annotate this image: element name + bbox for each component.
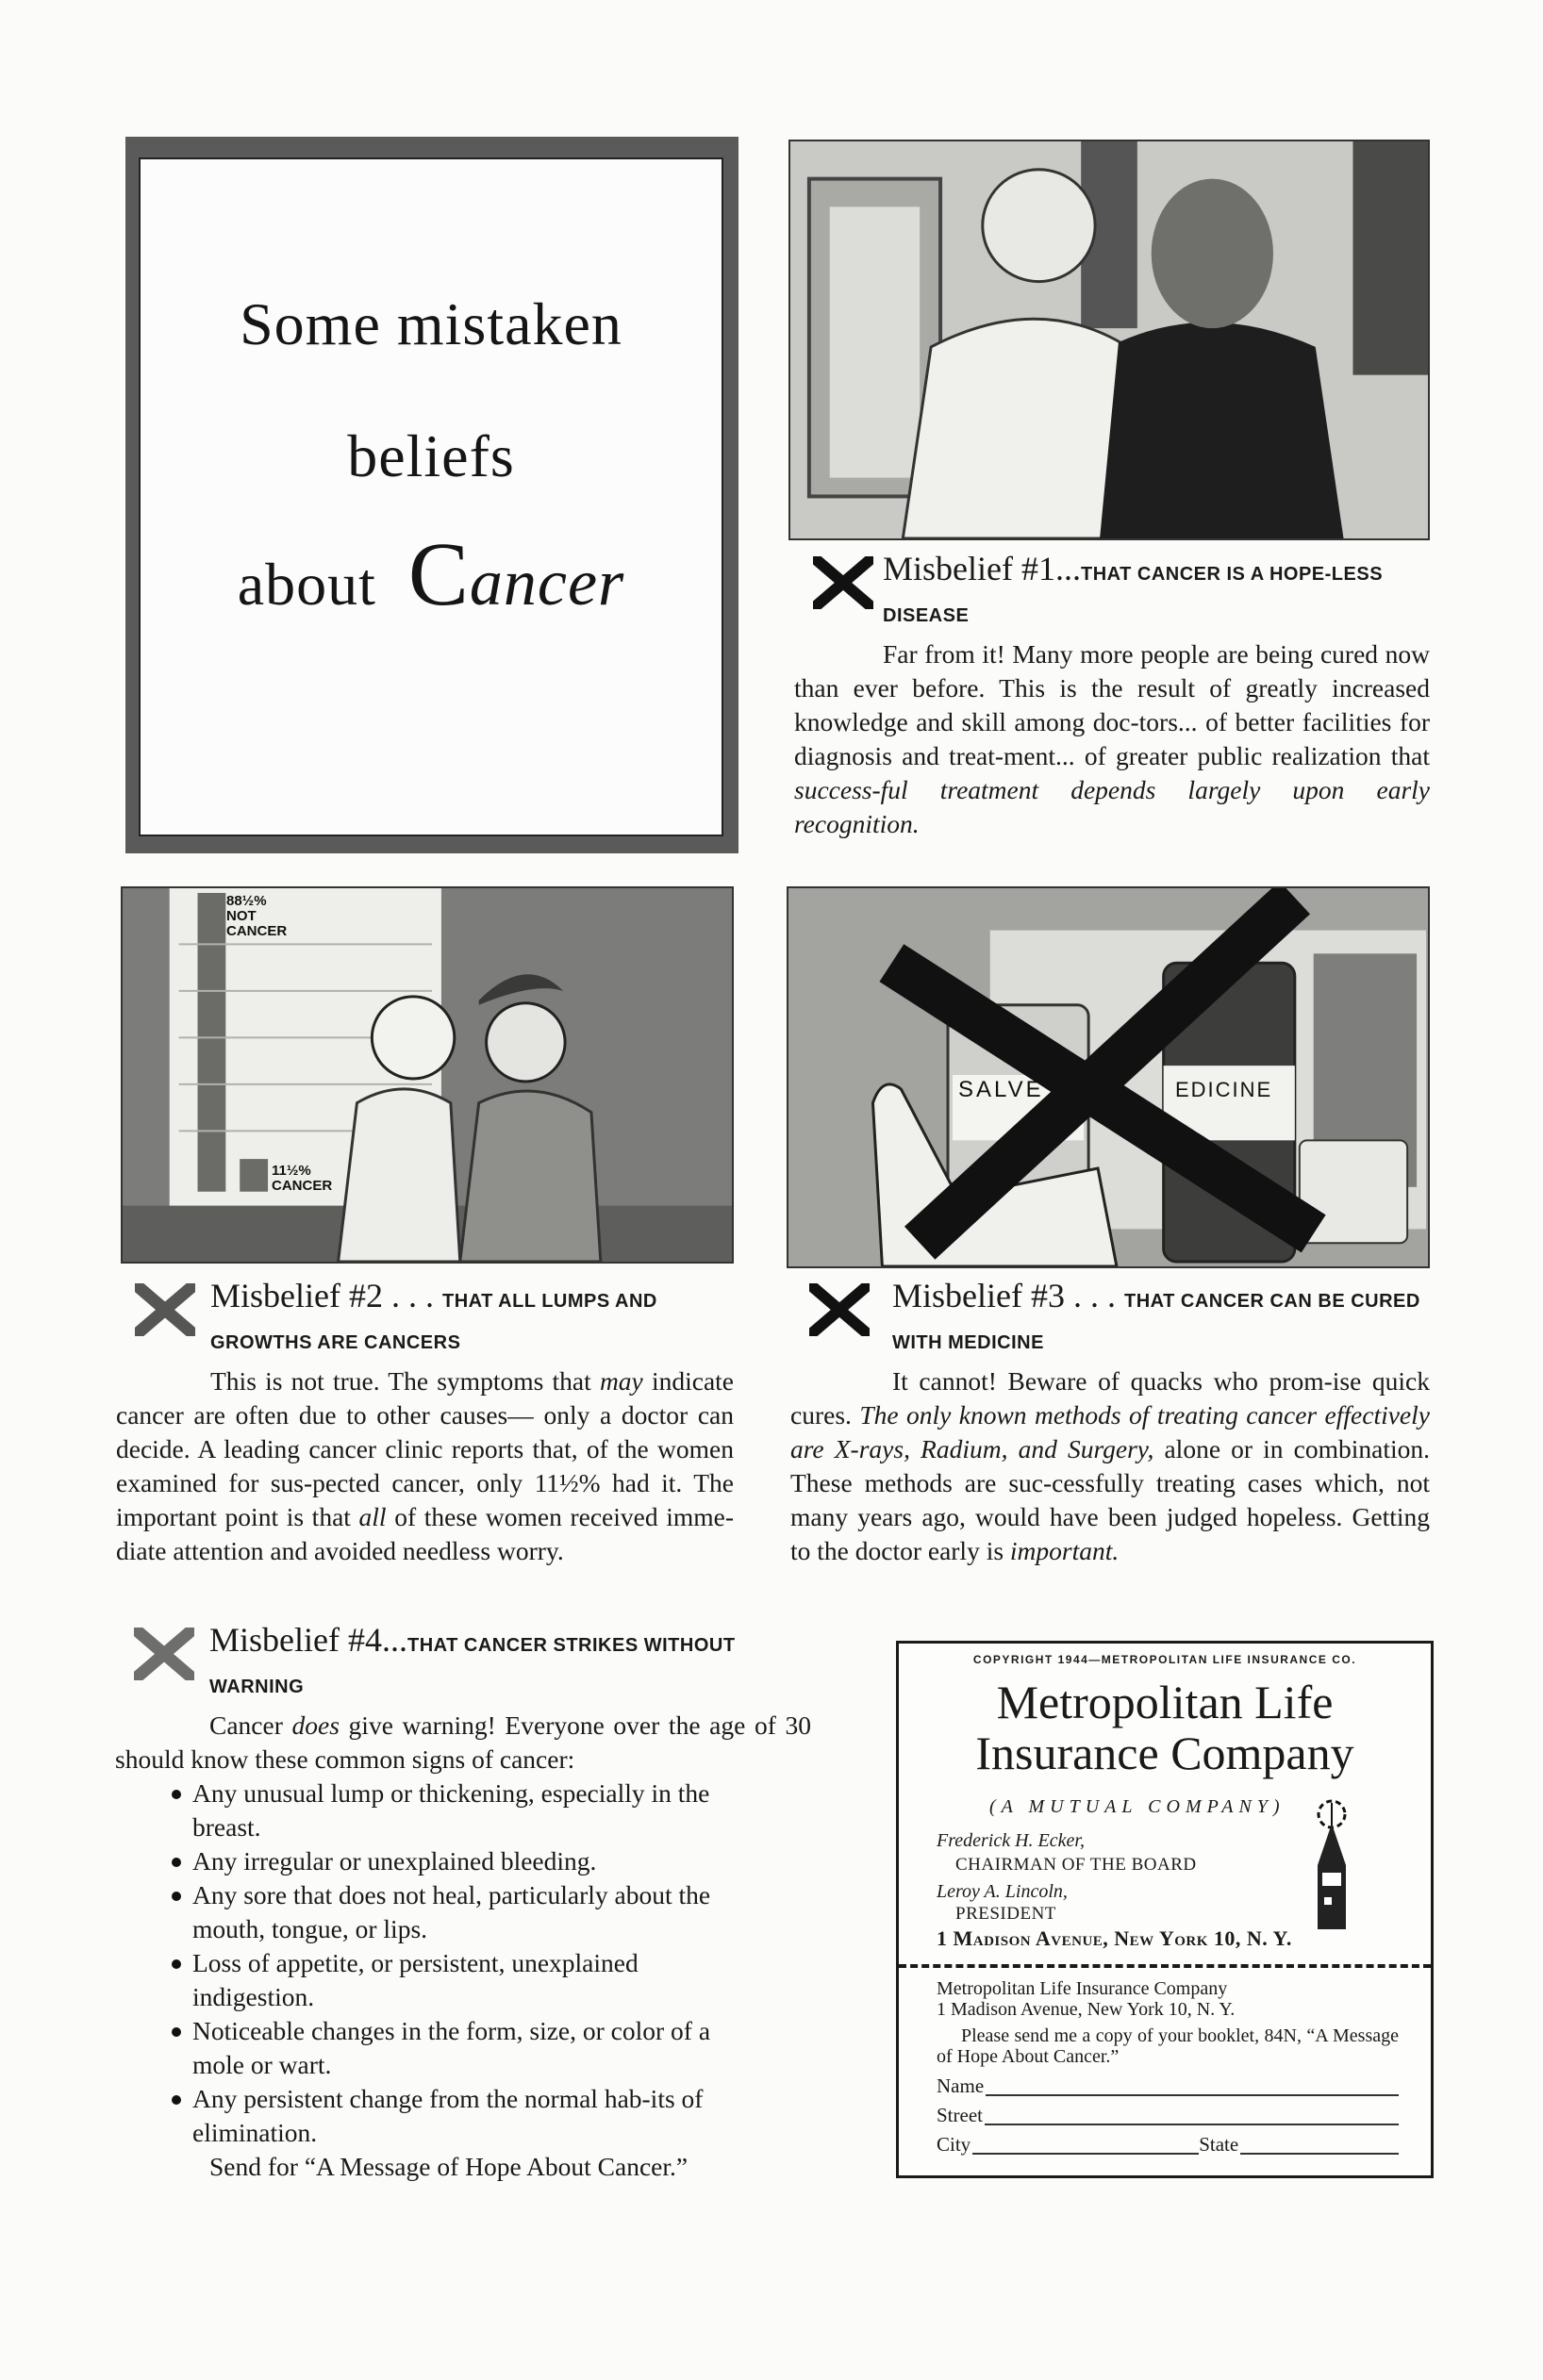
warning-sign-item: Any persistent change from the normal hab-its of elimination. (172, 2082, 756, 2150)
name-field[interactable] (937, 2075, 1399, 2096)
coupon-address: 1 Madison Avenue, New York 10, N. Y. (937, 1999, 1236, 2020)
warning-signs-list (172, 1777, 756, 2150)
state-input-line[interactable] (1240, 2138, 1399, 2155)
body-text: It cannot! Beware of quacks who prom-ise quick cures. (790, 1366, 1430, 1430)
title-frame (125, 137, 738, 853)
misbelief-2-number: Misbelief #2 (210, 1277, 383, 1314)
president-name: Leroy A. Lincoln, (937, 1881, 1068, 1902)
ellipsis: . . . (1064, 1277, 1116, 1314)
title-cancer-rest: ancer (469, 547, 625, 620)
warning-sign-item: Any unusual lump or thickening, especially in the breast. (172, 1777, 756, 1844)
company-name-line-1: Metropolitan Life (996, 1676, 1334, 1728)
company-box (896, 1641, 1434, 2178)
company-address: 1 Madison Avenue, New York 10, N. Y. (937, 1926, 1292, 1950)
body-text: alone or in combination. These methods are suc-cessfully treating cases which, not many years ago, would have been judged hopeless. Getting to the doctor early is (790, 1434, 1431, 1565)
misbelief-1-body (794, 637, 1430, 841)
chart-label-line: CANCER (226, 923, 288, 939)
mutual-company-label: (A MUTUAL COMPANY) (989, 1796, 1286, 1817)
tower-icon (1308, 1799, 1355, 1931)
misbelief-2-heading (116, 1278, 734, 1361)
misbelief-4-heading (115, 1622, 811, 1705)
body-text: indicate cancer are often due to other causes— only a doctor can decide. A leading cancer clinic reports that, of the women examined for sus-pected cancer, only 11½% had it. The important point is that (116, 1366, 734, 1531)
street-label: Street (937, 2104, 983, 2126)
misbelief-1-heading (794, 551, 1430, 634)
misbelief-3-body (790, 1364, 1430, 1568)
ellipsis: . . . (382, 1277, 434, 1314)
misbelief-2-body (116, 1364, 734, 1568)
misbelief-3 (790, 1278, 1430, 1568)
chart-label-line: NOT (226, 908, 257, 924)
ellipsis: ... (381, 1621, 407, 1659)
street-input-line[interactable] (985, 2108, 1399, 2125)
chairman-title: CHAIRMAN OF THE BOARD (955, 1855, 1197, 1875)
x-mark-icon (134, 1628, 194, 1680)
body-text: This is not true. The symptoms that (210, 1366, 600, 1396)
body-text: Far from it! Many more people are being cured now than ever before. This is the result of greatly increased knowledge and skill among doc-tors... of better facilities for diagnosis and treat-ment... of greater public realization that (794, 639, 1430, 770)
body-emphasis: may (599, 1366, 643, 1396)
body-text: Cancer (209, 1711, 292, 1740)
misbelief-4 (115, 1622, 811, 2184)
chart-illustration (121, 886, 734, 1264)
x-mark-icon (135, 1283, 195, 1336)
send-for-booklet: Send for “A Message of Hope About Cancer.” (209, 2152, 689, 2181)
chart-label-not-cancer (226, 894, 287, 939)
misbelief-1-claim: THAT CANCER IS A HOPE-LESS DISEASE (883, 564, 1384, 626)
copyright-line: COPYRIGHT 1944—METROPOLITAN LIFE INSURANCE CO. (972, 1653, 1357, 1666)
body-text: give warning! Everyone over the age of 30 should know these common signs of cancer: (115, 1711, 811, 1774)
misbelief-2 (116, 1278, 734, 1568)
name-label: Name (937, 2074, 985, 2097)
misbelief-4-number: Misbelief #4 (209, 1621, 382, 1659)
misbelief-1-number: Misbelief #1 (883, 550, 1055, 587)
misbelief-3-claim: THAT CANCER CAN BE CURED WITH MEDICINE (892, 1291, 1420, 1353)
doctor-illustration (788, 140, 1430, 540)
street-field[interactable] (937, 2105, 1399, 2125)
city-state-field[interactable] (937, 2134, 1399, 2155)
title-about: about (237, 551, 376, 618)
medicine-label: EDICINE (1175, 1078, 1273, 1101)
doctor-scene-image (790, 141, 1428, 538)
chart-label-line: CANCER (272, 1178, 333, 1194)
medicine-scene-image (788, 888, 1428, 1266)
misbelief-3-heading (790, 1278, 1430, 1361)
warning-sign-item: Any sore that does not heal, particularly about the mouth, tongue, or lips. (172, 1878, 756, 1946)
medicine-illustration (787, 886, 1430, 1268)
body-emphasis: important. (1009, 1536, 1120, 1565)
coupon-cut-line (899, 1964, 1431, 1968)
city-label: City (937, 2133, 971, 2156)
salve-label: SALVE (958, 1077, 1044, 1102)
body-text: of these women received imme-diate attention and avoided needless worry. (116, 1502, 734, 1565)
warning-sign-item: Any irregular or unexplained bleeding. (172, 1844, 756, 1878)
title-line-3 (141, 521, 722, 626)
warning-sign-item: Noticeable changes in the form, size, or color of a mole or wart. (172, 2014, 756, 2082)
title-cancer-cap: C (407, 523, 470, 624)
company-name-line-2: Insurance Company (975, 1727, 1354, 1779)
body-emphasis: does (291, 1711, 340, 1740)
coupon-request (937, 2025, 1399, 2067)
body-emphasis: success-ful treatment depends largely upon early recognition. (794, 775, 1430, 838)
chart-label-pct: 11½% (272, 1163, 311, 1179)
title-line-1: Some mistaken (240, 290, 622, 357)
misbelief-3-number: Misbelief #3 (892, 1277, 1065, 1314)
body-emphasis: all (358, 1502, 387, 1531)
chart-scene-image (123, 888, 732, 1262)
coupon-addressee: Metropolitan Life Insurance Company (937, 1978, 1228, 1999)
title-box (139, 157, 723, 836)
x-mark-icon (813, 556, 873, 609)
name-input-line[interactable] (986, 2079, 1399, 2096)
chart-label-pct: 88½% (226, 893, 267, 909)
misbelief-4-intro (115, 1709, 811, 1777)
x-mark-icon (809, 1283, 870, 1336)
coupon-form (937, 1978, 1399, 2155)
misbelief-4-claim: THAT CANCER STRIKES WITHOUT WARNING (209, 1635, 736, 1697)
misbelief-2-claim: THAT ALL LUMPS AND GROWTHS ARE CANCERS (210, 1291, 657, 1353)
city-input-line[interactable] (972, 2138, 1199, 2155)
president-title: PRESIDENT (955, 1904, 1056, 1924)
warning-sign-item: Loss of appetite, or persistent, unexplained indigestion. (172, 1946, 756, 2014)
title-line-2: beliefs (347, 422, 515, 489)
misbelief-1 (794, 551, 1430, 841)
chairman-name: Frederick H. Ecker, (937, 1830, 1085, 1851)
state-label: State (1199, 2133, 1239, 2156)
ellipsis: ... (1054, 550, 1081, 587)
coupon-request-text: Please send me a copy of your booklet, 84N, “A Message of Hope About Cancer.” (937, 2025, 1399, 2067)
body-emphasis: The only known methods of treating cancer effectively are X-rays, Radium, and Surgery, (790, 1400, 1430, 1463)
chart-label-cancer (272, 1164, 332, 1194)
